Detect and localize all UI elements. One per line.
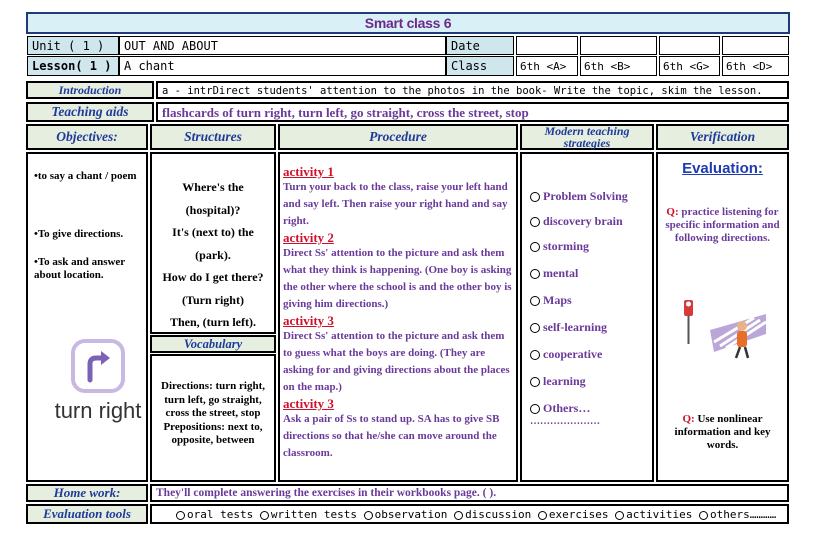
- class-cell-g: 6th <G>: [659, 56, 720, 76]
- procedure-column: [278, 152, 518, 482]
- class-cell-d: 6th <D>: [722, 56, 789, 76]
- strategy-option[interactable]: Problem Solving: [530, 190, 648, 203]
- date-cell-2[interactable]: [580, 36, 657, 55]
- structures-column: [150, 152, 276, 334]
- activity-3: [283, 313, 514, 396]
- vocabulary-text: Directions: turn right, turn left, go straight, cross the street, stop Prepositions: next to, opposite, between: [161, 380, 265, 447]
- vocabulary-header: Vocabulary: [150, 335, 276, 353]
- structure-line: (park).: [195, 247, 231, 262]
- class-cell-b: 6th <B>: [580, 56, 657, 76]
- strategy-option[interactable]: mental: [530, 267, 648, 280]
- title-bar: [26, 12, 790, 34]
- teaching-aids-label: Teaching aids: [26, 102, 154, 122]
- page-title: Smart class 6: [364, 15, 452, 31]
- unit-label: Unit ( 1 ): [27, 36, 119, 55]
- introduction-label: Introduction: [26, 81, 154, 99]
- structure-line: How do I get there?: [162, 270, 264, 284]
- activity-4: [283, 396, 514, 462]
- objective-item: •To ask and answer about location.: [34, 256, 125, 281]
- eval-tool-exercises[interactable]: exercises: [538, 508, 609, 521]
- strategy-option[interactable]: discovery brain: [530, 215, 648, 228]
- turn-right-flashcard: [50, 332, 146, 442]
- objectives-header: Objectives:: [26, 124, 148, 150]
- evaluation-title: Evaluation:: [682, 160, 763, 177]
- objective-item: •to say a chant / poem: [34, 170, 137, 182]
- eval-tool-oral[interactable]: oral tests: [176, 508, 253, 521]
- strategy-option[interactable]: storming: [530, 240, 648, 253]
- activity-title: activity 2: [283, 230, 334, 245]
- vocabulary-box: [150, 354, 276, 482]
- strategy-option[interactable]: cooperative: [530, 348, 648, 361]
- eval-tool-written[interactable]: written tests: [260, 508, 357, 521]
- eval-tool-observation[interactable]: observation: [364, 508, 448, 521]
- objectives-column: [26, 152, 148, 482]
- strategies-column: [520, 152, 654, 482]
- structure-line: Then, (turn left).: [170, 315, 256, 329]
- activity-text: Direct Ss' attention to the picture and ask them what they think is happening. (One boy is asking the other where the school is and the other boy is giving him directions.): [283, 247, 512, 310]
- strategy-option[interactable]: self-learning: [530, 321, 648, 334]
- activity-2: [283, 230, 514, 313]
- verification-header: Verification: [656, 124, 789, 150]
- strategy-option[interactable]: Maps: [530, 294, 648, 307]
- activity-text: Turn your back to the class, raise your left hand and say left. Then raise your right hand and say right.: [283, 181, 508, 227]
- flashcard-caption: turn right: [54, 398, 142, 423]
- evaluation-tools-options: [150, 504, 789, 524]
- class-cell-a: 6th <A>: [516, 56, 578, 76]
- activity-title: activity 3: [283, 313, 334, 328]
- lesson-label: Lesson( 1 ): [27, 56, 119, 76]
- turn-right-arrow-icon: [70, 338, 126, 394]
- teaching-aids-text: flashcards of turn right, turn left, go straight, cross the street, stop: [156, 102, 789, 122]
- objective-item: •To give directions.: [34, 228, 124, 240]
- date-cell-3[interactable]: [659, 36, 720, 55]
- activity-text: Ask a pair of Ss to stand up. SA has to give SB directions so that he/she can move around the classroom.: [283, 413, 500, 459]
- evaluation-tools-label: Evaluation tools: [26, 504, 148, 524]
- crossing-illustration: [680, 294, 770, 366]
- activity-title: activity 1: [283, 164, 334, 179]
- procedure-header: Procedure: [278, 124, 518, 150]
- class-label: Class: [446, 56, 514, 76]
- structure-line: (hospital)?: [185, 202, 241, 217]
- evaluation-q1: Q: practice listening for specific information and following directions.: [665, 206, 780, 244]
- modern-strategies-header: Modern teaching strategies: [520, 124, 654, 150]
- activity-title: activity 3: [283, 396, 334, 411]
- lesson-value: A chant: [119, 56, 446, 76]
- activity-1: [283, 164, 514, 230]
- date-cell-1[interactable]: [516, 36, 578, 55]
- verification-column: [656, 152, 789, 482]
- strategy-option[interactable]: learning: [530, 375, 648, 388]
- homework-text: They'll complete answering the exercises in their workbooks page. ( ).: [150, 484, 789, 502]
- evaluation-q2: Q: Use nonlinear information and key words.: [674, 413, 771, 451]
- activity-text: Direct Ss' attention to the picture and ask them to guess what the boys are doing. (They are asking for and giving directions about the places on the map.): [283, 330, 510, 393]
- eval-tool-activities[interactable]: activities: [615, 508, 692, 521]
- introduction-text: a - intrDirect students' attention to the photos in the book- Write the topic, skim the lesson.: [156, 81, 789, 99]
- date-cell-4[interactable]: [722, 36, 789, 55]
- strategy-option[interactable]: Others…: [530, 402, 648, 415]
- unit-value: OUT AND ABOUT: [119, 36, 446, 55]
- eval-tool-discussion[interactable]: discussion: [454, 508, 531, 521]
- strategies-dots: …………………: [530, 416, 600, 427]
- eval-tool-others[interactable]: others…………: [699, 508, 776, 521]
- homework-label: Home work:: [26, 484, 148, 502]
- structure-line: Where's the: [182, 180, 244, 194]
- structures-header: Structures: [150, 124, 276, 150]
- structure-line: It's (next to) the: [172, 225, 254, 239]
- structure-line: (Turn right): [182, 292, 244, 307]
- date-label: Date: [446, 36, 514, 55]
